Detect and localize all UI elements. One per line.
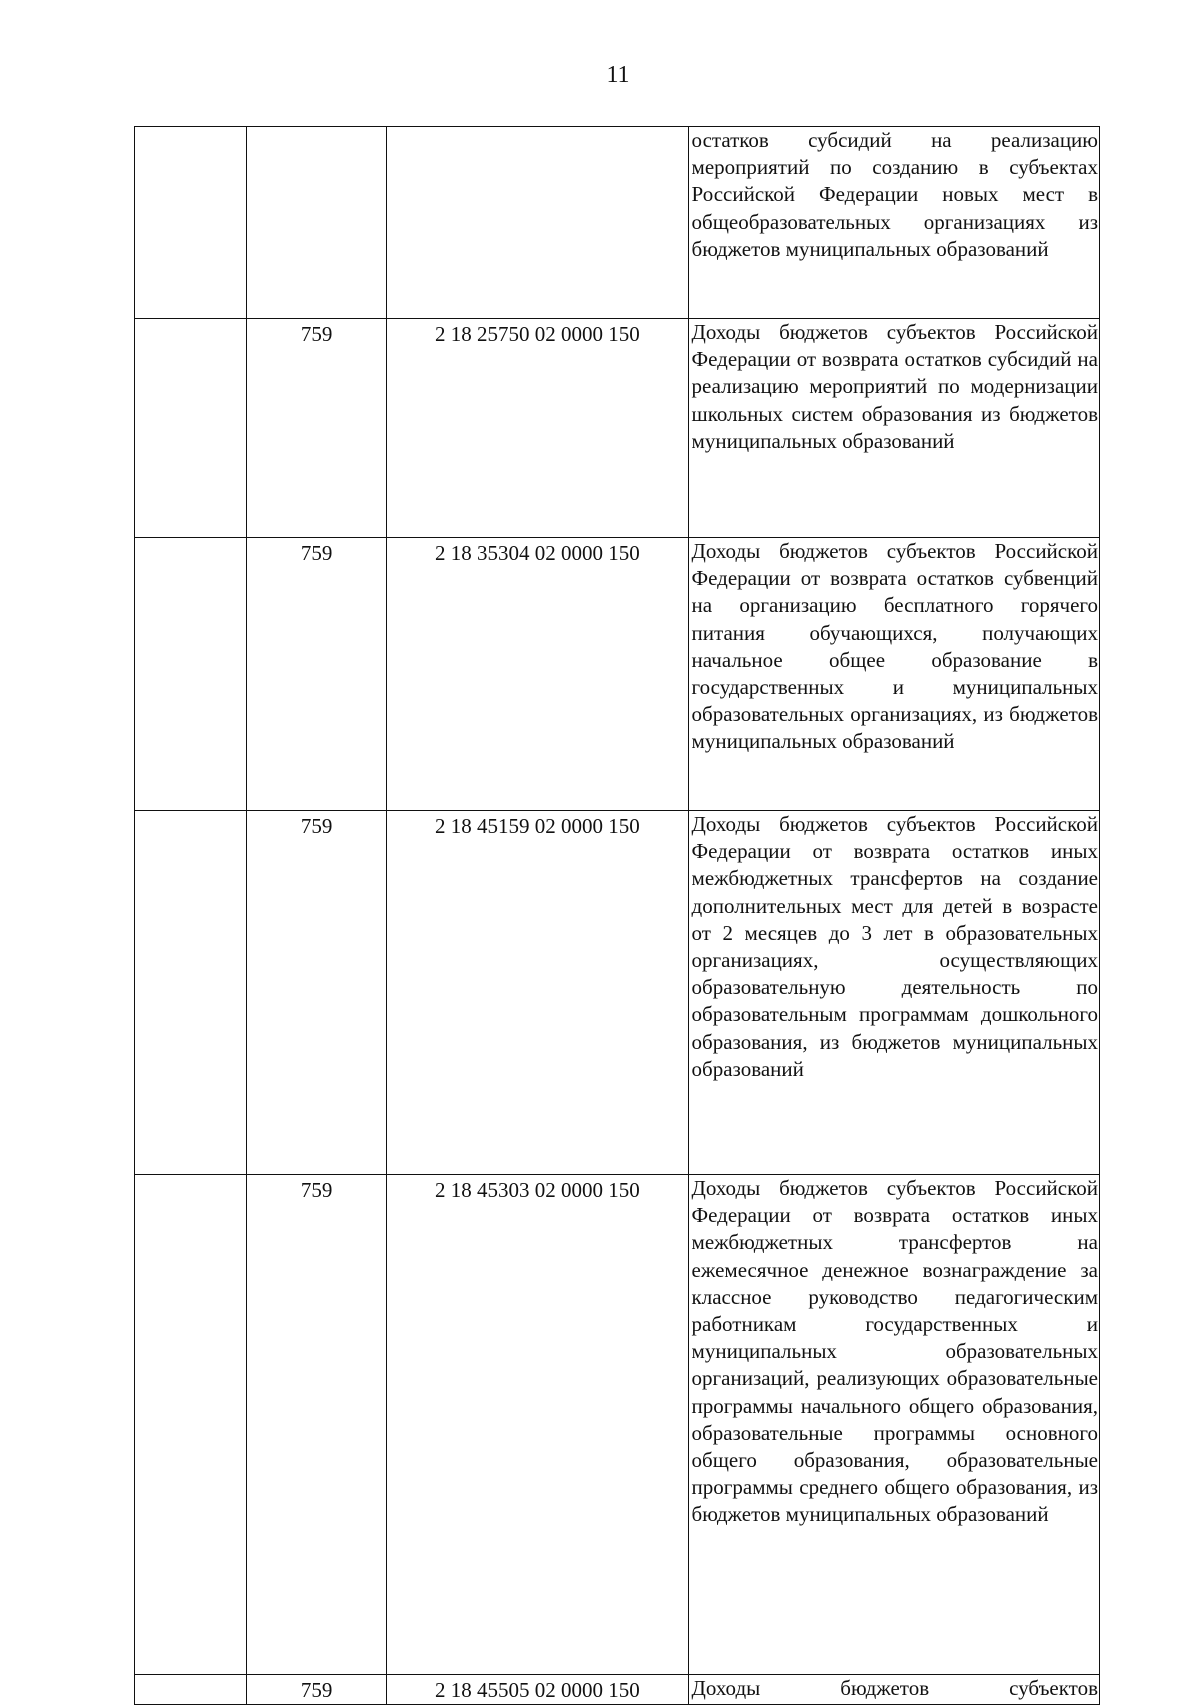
row-blank-cell	[135, 319, 247, 538]
table-row	[135, 1675, 1100, 1705]
row-blank-cell	[135, 538, 247, 811]
budget-code-cell	[387, 127, 688, 319]
description-cell: Доходы бюджетов субъектов Российской Федерации от возврата остатков иных межбюджетных трансфертов на создание дополнительных мест для детей в возрасте от 2 месяцев до 3 лет в образовательных организациях, осуществляющих образовательную деятельность по образовательным программам дошкольного образования, из бюджетов муниципальных образований	[688, 811, 1099, 1175]
page-number: 11	[606, 62, 630, 88]
table-row	[135, 319, 1100, 538]
row-blank-cell	[135, 1675, 247, 1705]
admin-code-cell: 759	[247, 1675, 387, 1705]
table-row	[135, 811, 1100, 1175]
admin-code-cell	[247, 127, 387, 319]
table-row	[135, 1175, 1100, 1675]
budget-code-cell: 2 18 45303 02 0000 150	[387, 1175, 688, 1675]
budget-code-cell: 2 18 35304 02 0000 150	[387, 538, 688, 811]
admin-code-cell: 759	[247, 538, 387, 811]
row-blank-cell	[135, 1175, 247, 1675]
admin-code-cell: 759	[247, 811, 387, 1175]
admin-code-cell: 759	[247, 319, 387, 538]
description-cell: Доходы бюджетов субъектов Российской Федерации от возврата остатков субсидий на реализацию мероприятий по модернизации школьных систем образования из бюджетов муниципальных образований	[688, 319, 1099, 538]
description-cell: Доходы бюджетов субъектов	[688, 1675, 1099, 1705]
admin-code-cell: 759	[247, 1175, 387, 1675]
description-cell: Доходы бюджетов субъектов Российской Федерации от возврата остатков иных межбюджетных трансфертов на ежемесячное денежное вознаграждение за классное руководство педагогическим работникам государственных и муниципальных образовательных организаций, реализующих образовательные программы начального общего образования, образовательные программы основного общего образования, образовательные программы среднего общего образования, из бюджетов муниципальных образований	[688, 1175, 1099, 1675]
budget-code-cell: 2 18 45159 02 0000 150	[387, 811, 688, 1175]
table-row	[135, 538, 1100, 811]
budget-code-cell: 2 18 25750 02 0000 150	[387, 319, 688, 538]
budget-code-cell: 2 18 45505 02 0000 150	[387, 1675, 688, 1705]
row-blank-cell	[135, 811, 247, 1175]
description-cell: Доходы бюджетов субъектов Российской Федерации от возврата остатков субвенций на организацию бесплатного горячего питания обучающихся, получающих начальное общее образование в государственных и муниципальных образовательных организациях, из бюджетов муниципальных образований	[688, 538, 1099, 811]
table-row	[135, 127, 1100, 319]
row-blank-cell	[135, 127, 247, 319]
description-cell: остатков субсидий на реализацию мероприятий по созданию в субъектах Российской Федерации новых мест в общеобразовательных организациях из бюджетов муниципальных образований	[688, 127, 1099, 319]
budget-codes-table	[134, 126, 1100, 1705]
